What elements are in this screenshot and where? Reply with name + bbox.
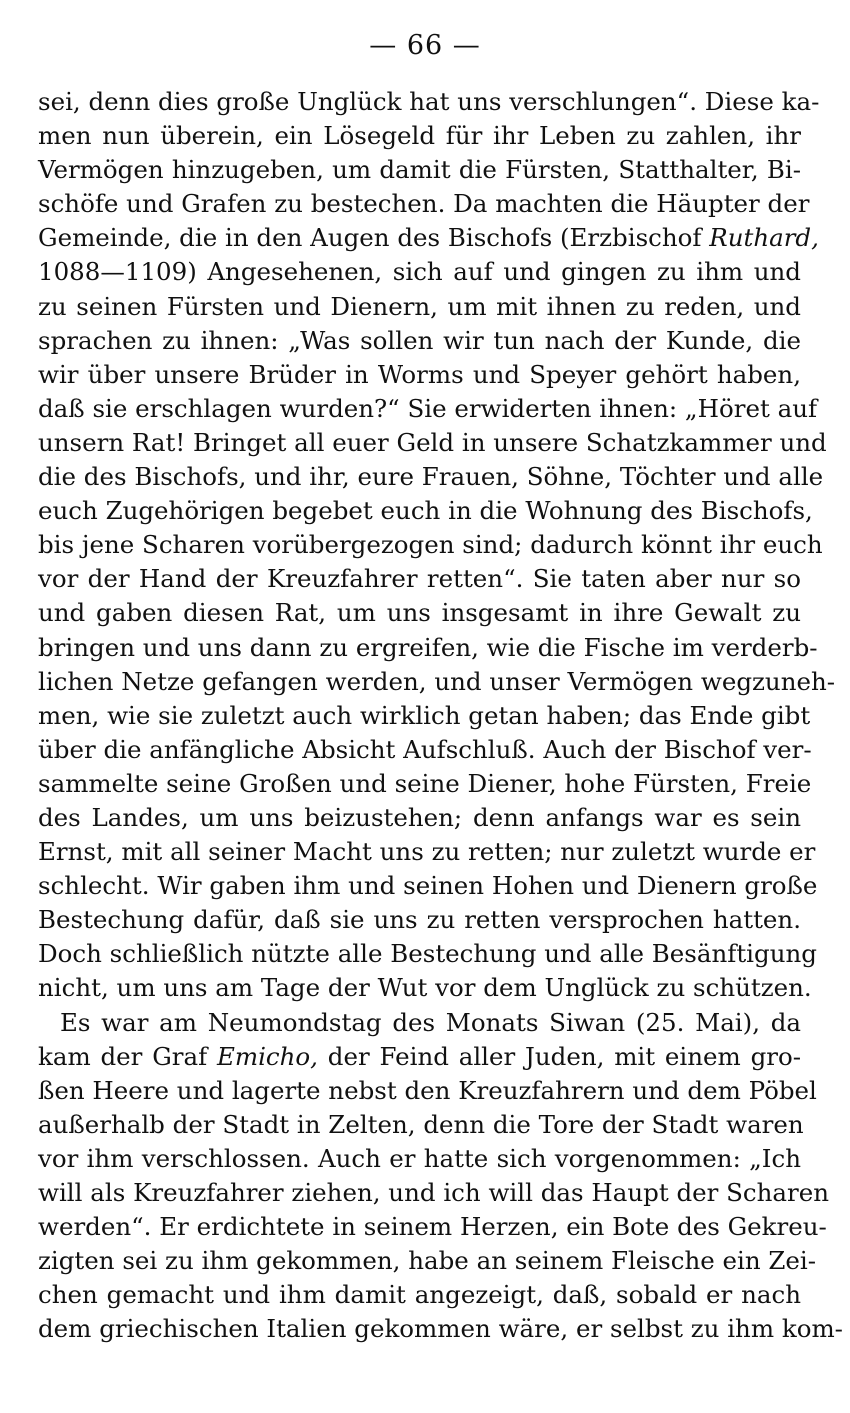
text-line: Vermögen hinzugeben, um damit die Fürsten, Statthalter, Bi-: [38, 155, 801, 185]
text-line: zu seinen Fürsten und Dienern, um mit ihnen zu reden, und: [38, 291, 801, 321]
text-line: euch Zugehörigen begebet euch in die Wohnung des Bischofs,: [38, 496, 813, 526]
text-line: Ernst, mit all seiner Macht uns zu retten; nur zuletzt wurde er: [38, 837, 816, 867]
text-line: und gaben diesen Rat, um uns insgesamt in ihre Gewalt zu: [38, 598, 801, 628]
text-segment: Gemeinde, die in den Augen des Bischofs (Erzbischof: [38, 223, 710, 253]
text-line: [38, 221, 819, 255]
italic-name: Emicho,: [216, 1041, 318, 1071]
text-line: unsern Rat! Bringet all euer Geld in unsere Schatzkammer und: [38, 427, 827, 457]
text-line: zigten sei zu ihm gekommen, habe an seinem Fleische ein Zei-: [38, 1246, 817, 1276]
text-line: die des Bischofs, und ihr, eure Frauen, Söhne, Töchter und alle: [38, 462, 824, 492]
text-line: sammelte seine Großen und seine Diener, hohe Fürsten, Freie: [38, 768, 812, 798]
text-line: lichen Netze gefangen werden, und unser Vermögen wegzuneh-: [38, 666, 836, 696]
text-line: bringen und uns dann zu ergreifen, wie die Fische im verderb-: [38, 632, 818, 662]
text-line: vor ihm verschlossen. Auch er hatte sich vorgenommen: „Ich: [38, 1143, 801, 1173]
text-line: sei, denn dies große Unglück hat uns verschlungen“. Diese ka-: [38, 87, 820, 116]
paragraph-first-line: Es war am Neumondstag des Monats Siwan (25. Mai), da: [60, 1007, 801, 1037]
text-line: daß sie erschlagen wurden?“ Sie erwiderten ihnen: „Höret auf: [38, 393, 818, 423]
page-number: — 66 —: [369, 30, 481, 61]
text-line: schöfe und Grafen zu bestechen. Da machten die Häupter der: [38, 189, 810, 219]
text-line: des Landes, um uns beizustehen; denn anfangs war es sein: [38, 802, 801, 832]
text-line: Bestechung dafür, daß sie uns zu retten versprochen hatten.: [38, 905, 801, 935]
text-line: werden“. Er erdichtete in seinem Herzen, ein Bote des Gekreu-: [38, 1212, 827, 1242]
text-line: chen gemacht und ihm damit angezeigt, daß, sobald er nach: [38, 1280, 801, 1310]
text-line: Doch schließlich nützte alle Bestechung und alle Besänftigung: [38, 939, 817, 969]
text-segment: der Feind aller Juden, mit einem gro-: [317, 1041, 801, 1071]
text-line: nicht, um uns am Tage der Wut vor dem Unglück zu schützen.: [38, 973, 812, 1003]
text-line: schlecht. Wir gaben ihm und seinen Hohen und Dienern große: [38, 871, 818, 901]
text-line: ßen Heere und lagerte nebst den Kreuzfahrern und dem Pöbel: [38, 1075, 817, 1105]
italic-name: Ruthard,: [709, 223, 819, 253]
text-line: [38, 1040, 801, 1074]
text-line: will als Kreuzfahrer ziehen, und ich will das Haupt der Scharen: [38, 1178, 830, 1207]
body-text: [38, 85, 843, 1346]
text-line: dem griechischen Italien gekommen wäre, er selbst zu ihm kom-: [38, 1314, 843, 1344]
text-line: sprachen zu ihnen: „Was sollen wir tun nach der Kunde, die: [38, 325, 801, 355]
text-line: men nun überein, ein Lösegeld für ihr Leben zu zahlen, ihr: [38, 121, 801, 151]
text-line: men, wie sie zuletzt auch wirklich getan haben; das Ende gibt: [38, 700, 811, 730]
text-line: vor der Hand der Kreuzfahrer retten“. Sie taten aber nur so: [38, 564, 801, 594]
text-line: wir über unsere Brüder in Worms und Speyer gehört haben,: [38, 359, 801, 389]
text-line: über die anfängliche Absicht Aufschluß. Auch der Bischof ver-: [38, 734, 812, 764]
text-line: außerhalb der Stadt in Zelten, denn die Tore der Stadt waren: [38, 1109, 804, 1139]
text-segment: kam der Graf: [38, 1041, 217, 1071]
text-line: bis jene Scharen vorübergezogen sind; dadurch könnt ihr euch: [38, 530, 823, 560]
text-line: 1088—1109) Angesehenen, sich auf und gingen zu ihm und: [38, 257, 801, 287]
